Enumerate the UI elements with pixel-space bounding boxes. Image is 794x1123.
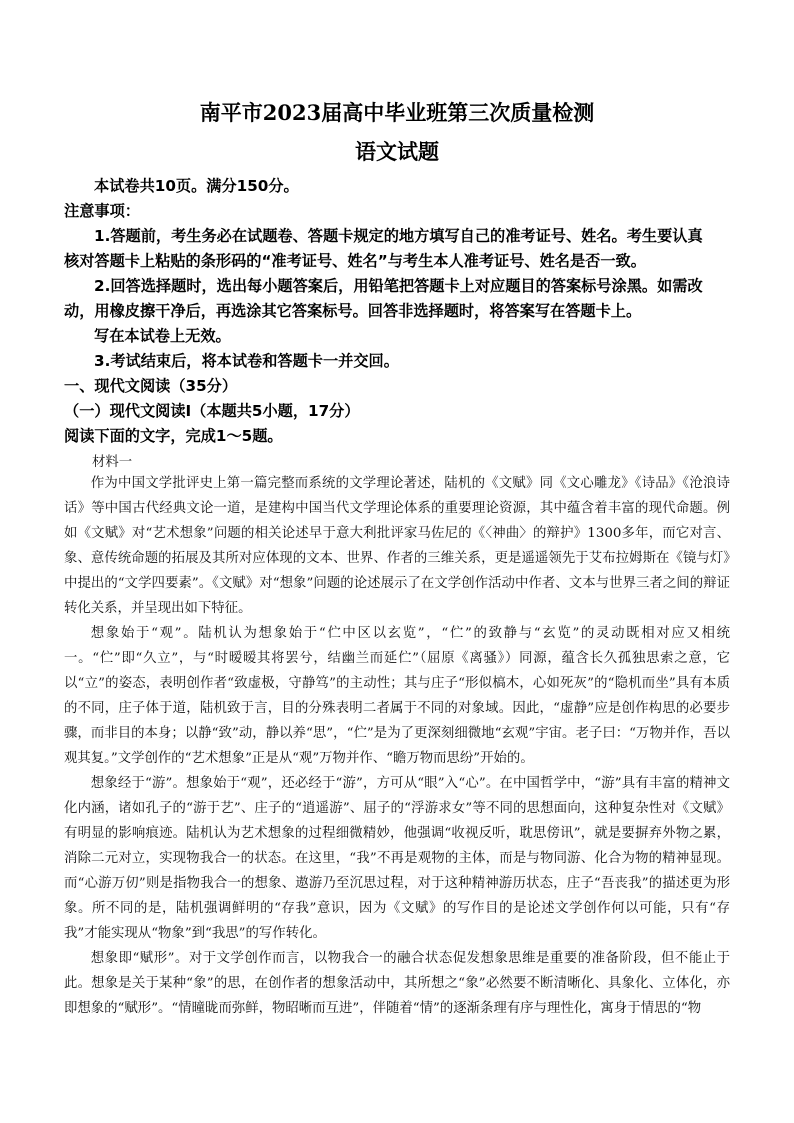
exam-subtitle: 语文试题 bbox=[355, 139, 439, 164]
subsection-heading: （一）现代文阅读Ⅰ（本题共5小题，17分） bbox=[64, 402, 360, 420]
notice-item-1-line-1: 1.答题前，考生务必在试题卷、答题卡规定的地方填写自己的准考证号、姓名。考生要认真 bbox=[94, 227, 703, 245]
notice-item-2-line-3: 写在本试卷上无效。 bbox=[94, 327, 231, 345]
notice-item-3: 3.考试结束后，将本试卷和答题卡一并交回。 bbox=[94, 352, 399, 370]
notice-item-2-line-1: 2.回答选择题时，选出每小题答案后，用铅笔把答题卡上对应题目的答案标号涂黑。如需改 bbox=[94, 277, 703, 295]
section-heading: 一、现代文阅读（35分） bbox=[64, 377, 238, 395]
passage-body bbox=[64, 471, 730, 1021]
exam-title: 南平市2023届高中毕业班第三次质量检测 bbox=[199, 100, 595, 125]
material-label: 材料一 bbox=[92, 455, 133, 470]
passage-paragraph-4: 想象即“赋形”。对于文学创作而言，以物我合一的融合状态促发想象思维是重要的准备阶段，但不能止于此。想象是关于某种“象”的思，在创作者的想象活动中，其所想之“象”必然要不断清晰化、具象化、立体化，亦即想象的“赋形”。“情曈昽而弥鲜，物昭晰而互进”，伴随着“情”的逐渐条理有序与理性化，寓身于情思的“物 bbox=[64, 951, 730, 1016]
notice-item-1-line-2: 核对答题卡上粘贴的条形码的“准考证号、姓名”与考生本人准考证号、姓名是否一致。 bbox=[64, 252, 646, 270]
page-count-note: 本试卷共10页。满分150分。 bbox=[94, 177, 299, 195]
notice-label: 注意事项： bbox=[64, 202, 140, 220]
passage-paragraph-3: 想象经于“游”。想象始于“观”，还必经于“游”，方可从“眼”入“心”。在中国哲学中，“游”具有丰富的精神文化内涵，诸如孔子的“游于艺”、庄子的“逍遥游”、屈子的“浮游求女”等不同的思想面向，这种复杂性对《文赋》有明显的影响痕迹。陆机认为艺术想象的过程细微精妙，他强调“收视反听，耽思傍讯”，就是要摒弃外物之累，消除二元对立，实现物我合一的状态。在这里，“我”不再是观物的主体，而是与物同游、化合为物的精神显现。而“心游万仞”则是指物我合一的想象、遨游乃至沉思过程，对于这种精神游历状态，庄子“吾丧我”的描述更为形象。所不同的是，陆机强调鲜明的“存我”意识，因为《文赋》的写作目的是论述文学创作何以可能，只有“存我”才能实现从“物象”到“我思”的写作转化。 bbox=[64, 776, 730, 941]
reading-instruction: 阅读下面的文字，完成1～5题。 bbox=[64, 427, 283, 445]
passage-paragraph-1: 作为中国文学批评史上第一篇完整而系统的文学理论著述，陆机的《文赋》同《文心雕龙》《诗品》《沧浪诗话》等中国古代经典文论一道，是建构中国当代文学理论体系的重要理论资源，其中蕴含着丰富的现代命题。例如《文赋》对“艺术想象”问题的相关论述早于意大利批评家马佐尼的《〈神曲〉的辩护》1300多年，而它对言、象、意传统命题的拓展及其所对应体现的文本、世界、作者的三维关系，更是遥遥领先于艾布拉姆斯在《镜与灯》中提出的“文学四要素”。《文赋》对“想象”问题的论述展示了在文学创作活动中作者、文本与世界三者之间的辩证转化关系，并呈现出如下特征。 bbox=[64, 476, 730, 616]
notice-item-2-line-2: 动，用橡皮擦干净后，再选涂其它答案标号。回答非选择题时，将答案写在答题卡上。 bbox=[64, 302, 642, 320]
passage-paragraph-2: 想象始于“观”。陆机认为想象始于“伫中区以玄览”，“伫”的致静与“玄览”的灵动既相对应又相统一。“伫”即“久立”，与“时暧暧其将罢兮，结幽兰而延伫”（屈原《离骚》）同源，蕴含长久孤独思索之意，它以“立”的姿态，表明创作者“致虚极，守静笃”的主动性；其与庄子“形似槁木，心如死灰”的“隐机而坐”具有本质的不同，庄子体于道，陆机致于言，目的分殊表明二者属于不同的对象域。因此，“虚静”应是创作构思的必要步骤，而非目的本身；以静“致”动，静以养“思”，“伫”是为了更深刻细微地“玄观”宇宙。老子曰：“万物并作，吾以观其复。”文学创作的“艺术想象”正是从“观”万物并作、“瞻万物而思纷”开始的。 bbox=[64, 626, 730, 766]
